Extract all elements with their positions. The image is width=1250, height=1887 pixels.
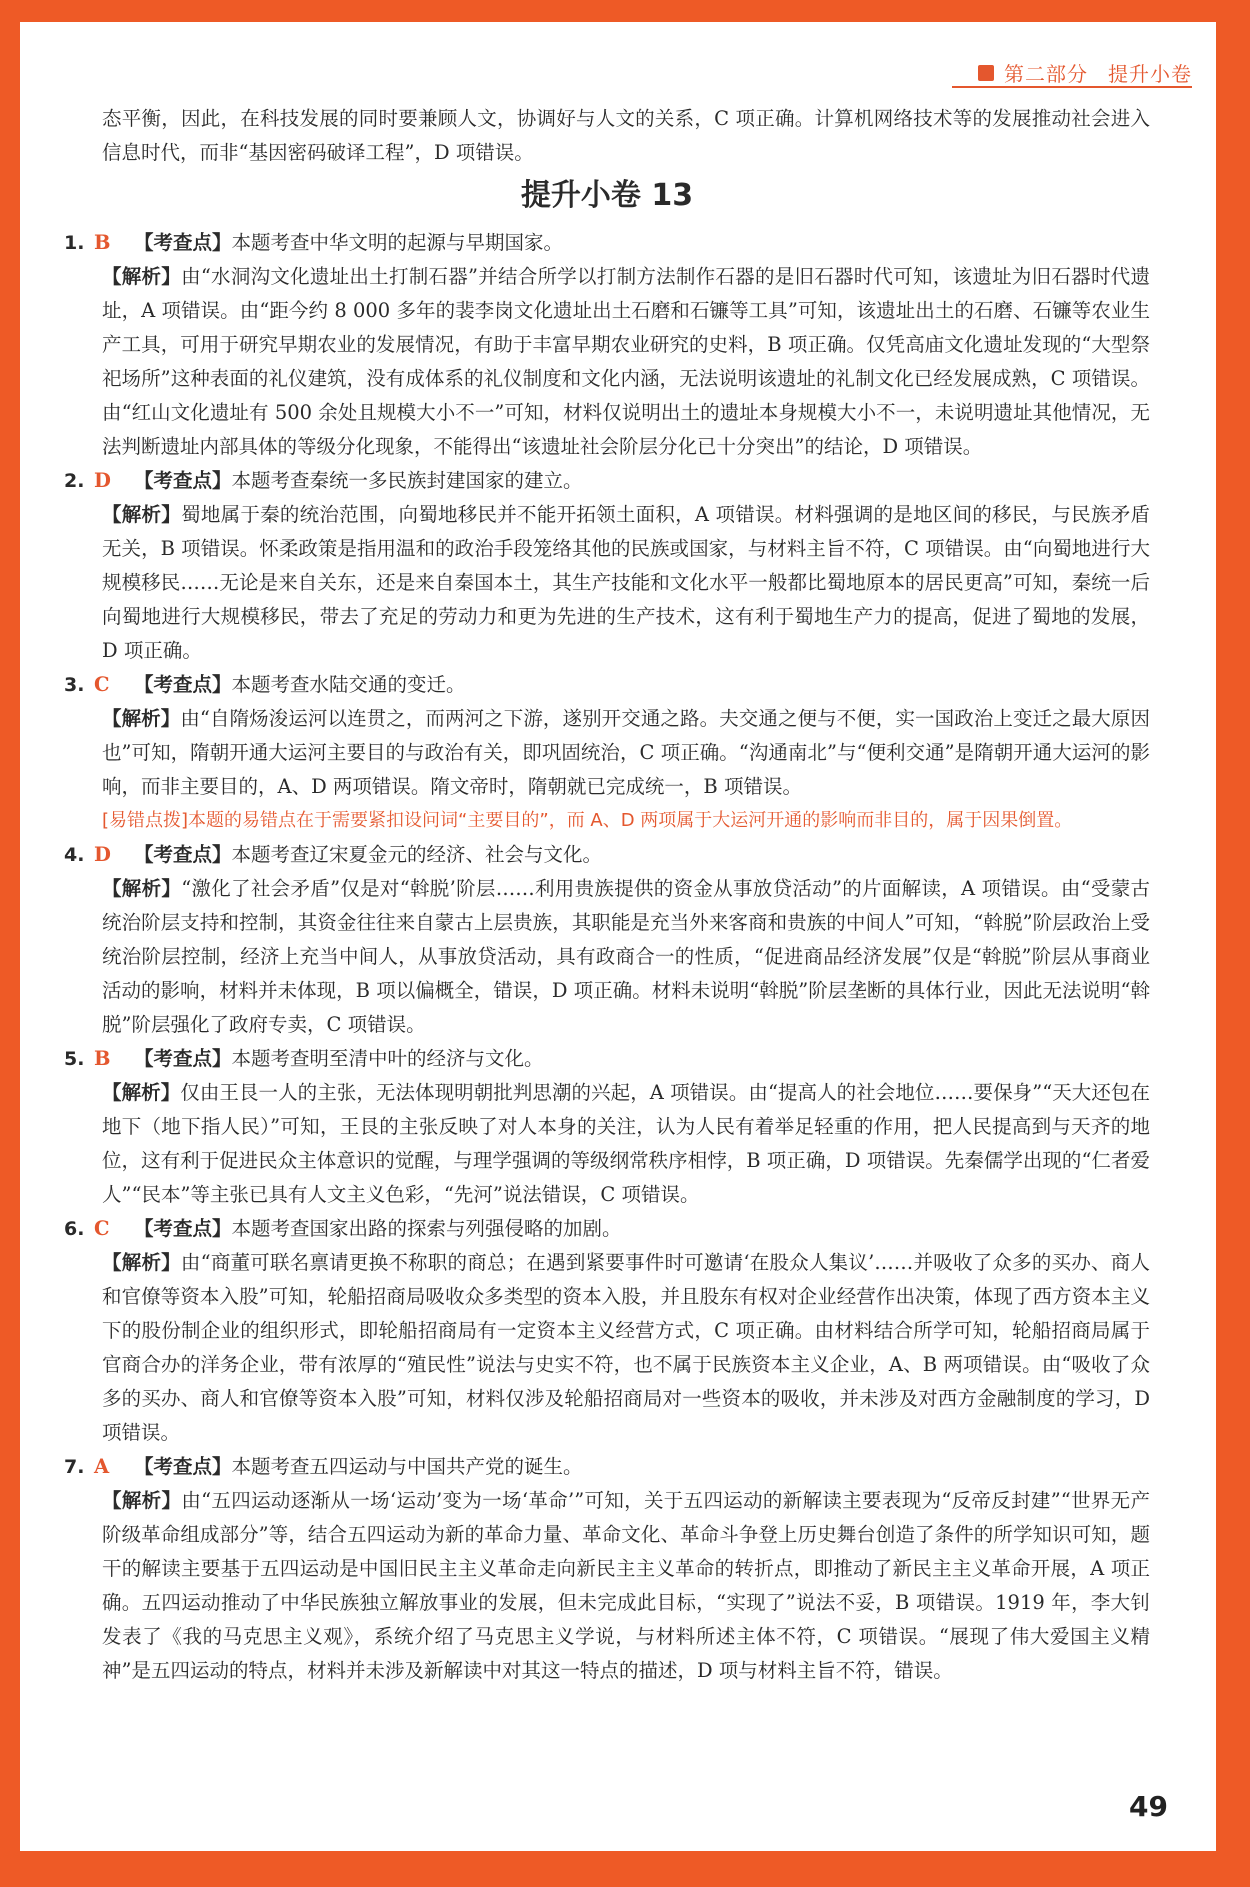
analysis-text: 仅由王艮一人的主张，无法体现明朝批判思潮的兴起，A 项错误。由“提高人的社会地位……要保身”“天大还包在地下（地下指人民）”可知，王艮的主张反映了对人本身的关注，认为人民有着举足轻重的作用，把人民提高到与天齐的地位，这有利于促进民众主体意识的觉醒，与理学强调的等级纲常秩序相悖，B 项正确，D 项错误。先秦儒学出现的“仁者爱人”“民本”等主张已具有人文主义色彩，“先河”说法错误，C 项错误。 bbox=[102, 1081, 1150, 1206]
question-point: 本题考查秦统一多民族封建国家的建立。 bbox=[231, 469, 583, 492]
right-border bbox=[1216, 0, 1250, 1887]
analysis-block bbox=[64, 1246, 1150, 1450]
analysis-label: 【解析】 bbox=[102, 1081, 181, 1104]
point-label: 【考查点】 bbox=[134, 469, 232, 492]
main-content bbox=[64, 102, 1150, 1688]
question-point: 本题考查明至清中叶的经济与文化。 bbox=[231, 1047, 544, 1070]
point-label: 【考查点】 bbox=[134, 1047, 232, 1070]
point-label: 【考查点】 bbox=[134, 231, 232, 254]
question-answer: C bbox=[94, 673, 110, 696]
question-number: 4. bbox=[64, 844, 85, 866]
question-item bbox=[64, 226, 1150, 464]
question-number: 3. bbox=[64, 674, 85, 696]
question-point: 本题考查五四运动与中国共产党的诞生。 bbox=[231, 1455, 583, 1478]
question-list bbox=[64, 226, 1150, 1688]
question-answer: D bbox=[94, 843, 111, 866]
analysis-block bbox=[64, 702, 1150, 804]
analysis-label: 【解析】 bbox=[102, 707, 181, 730]
question-header bbox=[64, 1450, 1150, 1484]
subsection-label: 提升小卷 bbox=[1108, 62, 1192, 86]
question-header bbox=[64, 226, 1150, 260]
section-header bbox=[978, 58, 1192, 87]
analysis-block bbox=[64, 872, 1150, 1042]
intro-paragraph: 态平衡，因此，在科技发展的同时要兼顾人文，协调好与人文的关系，C 项正确。计算机网络技术等的发展推动社会进入信息时代，而非“基因密码破译工程”，D 项错误。 bbox=[102, 107, 1150, 164]
top-border bbox=[0, 0, 1250, 22]
question-item bbox=[64, 1212, 1150, 1450]
analysis-block bbox=[64, 260, 1150, 464]
question-header bbox=[64, 1212, 1150, 1246]
question-answer: D bbox=[94, 469, 111, 492]
left-border bbox=[0, 0, 20, 1887]
question-answer: A bbox=[94, 1455, 110, 1478]
point-label: 【考查点】 bbox=[134, 843, 232, 866]
header-rule bbox=[952, 86, 1192, 88]
section-label: 第二部分 bbox=[1004, 62, 1088, 86]
question-number: 7. bbox=[64, 1456, 85, 1478]
analysis-text: “激化了社会矛盾”仅是对“斡脱’阶层……利用贵族提供的资金从事放贷活动”的片面解读，A 项错误。由“受蒙古统治阶层支持和控制，其资金往往来自蒙古上层贵族，其职能是充当外来客商和贵族的中间人”可知，“斡脱”阶层政治上受统治阶层控制，经济上充当中间人，从事放贷活动，具有政商合一的性质，“促进商品经济发展”仅是“斡脱”阶层从事商业活动的影响，材料并未体现，B 项以偏概全，错误，D 项正确。材料未说明“斡脱”阶层垄断的具体行业，因此无法说明“斡脱”阶层强化了政府专卖，C 项错误。 bbox=[102, 877, 1150, 1036]
question-item bbox=[64, 1042, 1150, 1212]
question-point: 本题考查辽宋夏金元的经济、社会与文化。 bbox=[231, 843, 603, 866]
analysis-label: 【解析】 bbox=[102, 1251, 181, 1274]
question-item bbox=[64, 668, 1150, 838]
question-number: 2. bbox=[64, 470, 85, 492]
question-header bbox=[64, 464, 1150, 498]
question-header bbox=[64, 838, 1150, 872]
question-point: 本题考查中华文明的起源与早期国家。 bbox=[231, 231, 564, 254]
page-title: 提升小卷 13 bbox=[520, 178, 694, 213]
book-icon bbox=[978, 65, 994, 81]
analysis-text: 由“五四运动逐渐从一场‘运动’变为一场‘革命’”可知，关于五四运动的新解读主要表现为“反帝反封建”“世界无产阶级革命组成部分”等，结合五四运动为新的革命力量、革命文化、革命斗争登上历史舞台创造了条件的所学知识可知，题干的解读主要基于五四运动是中国旧民主主义革命走向新民主主义革命的转折点，即推动了新民主主义革命开展，A 项正确。五四运动推动了中华民族独立解放事业的发展，但未完成此目标，“实现了”说法不妥，B 项错误。1919 年，李大钊发表了《我的马克思主义观》，系统介绍了马克思主义学说，与材料所述主体不符，C 项错误。“展现了伟大爱国主义精神”是五四运动的特点，材料并未涉及新解读中对其这一特点的描述，D 项与材料主旨不符，错误。 bbox=[102, 1489, 1150, 1682]
point-label: 【考查点】 bbox=[134, 673, 232, 696]
error-tip: [易错点拨]本题的易错点在于需要紧扣设问词“主要目的”，而 A、D 两项属于大运河开通的影响而非目的，属于因果倒置。 bbox=[102, 810, 1073, 831]
bottom-border bbox=[0, 1851, 1250, 1887]
question-item bbox=[64, 464, 1150, 668]
question-number: 1. bbox=[64, 232, 85, 254]
analysis-label: 【解析】 bbox=[102, 503, 182, 526]
question-answer: B bbox=[94, 1047, 111, 1070]
question-point: 本题考查水陆交通的变迁。 bbox=[231, 673, 466, 696]
question-item bbox=[64, 838, 1150, 1042]
analysis-block bbox=[64, 1484, 1150, 1688]
question-point: 本题考查国家出路的探索与列强侵略的加剧。 bbox=[231, 1217, 622, 1240]
analysis-block bbox=[64, 1076, 1150, 1212]
point-label: 【考查点】 bbox=[134, 1455, 232, 1478]
page-number: 49 bbox=[1129, 1790, 1168, 1823]
analysis-block bbox=[64, 498, 1150, 668]
question-answer: C bbox=[94, 1217, 110, 1240]
question-number: 5. bbox=[64, 1048, 85, 1070]
analysis-text: 由“商董可联名禀请更换不称职的商总；在遇到紧要事件时可邀请‘在股众人集议’……并吸收了众多的买办、商人和官僚等资本入股”可知，轮船招商局吸收众多类型的资本入股，并且股东有权对企业经营作出决策，体现了西方资本主义下的股份制企业的组织形式，即轮船招商局有一定资本主义经营方式，C 项正确。由材料结合所学可知，轮船招商局属于官商合办的洋务企业，带有浓厚的“殖民性”说法与史实不符，也不属于民族资本主义企业，A、B 两项错误。由“吸收了众多的买办、商人和官僚等资本入股”可知，材料仅涉及轮船招商局对一些资本的吸收，并未涉及对西方金融制度的学习，D 项错误。 bbox=[102, 1251, 1150, 1444]
analysis-label: 【解析】 bbox=[102, 1489, 182, 1512]
analysis-label: 【解析】 bbox=[102, 877, 182, 900]
question-header bbox=[64, 668, 1150, 702]
analysis-text: 由“水洞沟文化遗址出土打制石器”并结合所学以打制方法制作石器的是旧石器时代可知，该遗址为旧石器时代遗址，A 项错误。由“距今约 8 000 多年的裴李岗文化遗址出土石磨和石镰等工具”可知，该遗址出土的石磨、石镰等农业生产工具，可用于研究早期农业的发展情况，有助于丰富早期农业研究的史料，B 项正确。仅凭高庙文化遗址发现的“大型祭祀场所”这种表面的礼仪建筑，没有成体系的礼仪制度和文化内涵，无法说明该遗址的礼制文化已经发展成熟，C 项错误。由“红山文化遗址有 500 余处且规模大小不一”可知，材料仅说明出土的遗址本身规模大小不一，未说明遗址其他情况，无法判断遗址内部具体的等级分化现象，不能得出“该遗址社会阶层分化已十分突出”的结论，D 项错误。 bbox=[102, 265, 1150, 458]
question-number: 6. bbox=[64, 1218, 85, 1240]
question-item bbox=[64, 1450, 1150, 1688]
point-label: 【考查点】 bbox=[134, 1217, 232, 1240]
question-answer: B bbox=[94, 231, 111, 254]
analysis-label: 【解析】 bbox=[102, 265, 182, 288]
analysis-text: 由“自隋炀浚运河以连贯之，而两河之下游，遂别开交通之路。夫交通之便与不便，实一国政治上变迁之最大原因也”可知，隋朝开通大运河主要目的与政治有关，即巩固统治，C 项正确。“沟通南北”与“便利交通”是隋朝开通大运河的影响，而非主要目的，A、D 两项错误。隋文帝时，隋朝就已完成统一，B 项错误。 bbox=[102, 707, 1150, 798]
analysis-text: 蜀地属于秦的统治范围，向蜀地移民并不能开拓领土面积，A 项错误。材料强调的是地区间的移民，与民族矛盾无关，B 项错误。怀柔政策是指用温和的政治手段笼络其他的民族或国家，与材料主旨不符，C 项错误。由“向蜀地进行大规模移民……无论是来自关东，还是来自秦国本土，其生产技能和文化水平一般都比蜀地原本的居民更高”可知，秦统一后向蜀地进行大规模移民，带去了充足的劳动力和更为先进的生产技术，这有利于蜀地生产力的提高，促进了蜀地的发展，D 项正确。 bbox=[102, 503, 1150, 662]
question-header bbox=[64, 1042, 1150, 1076]
